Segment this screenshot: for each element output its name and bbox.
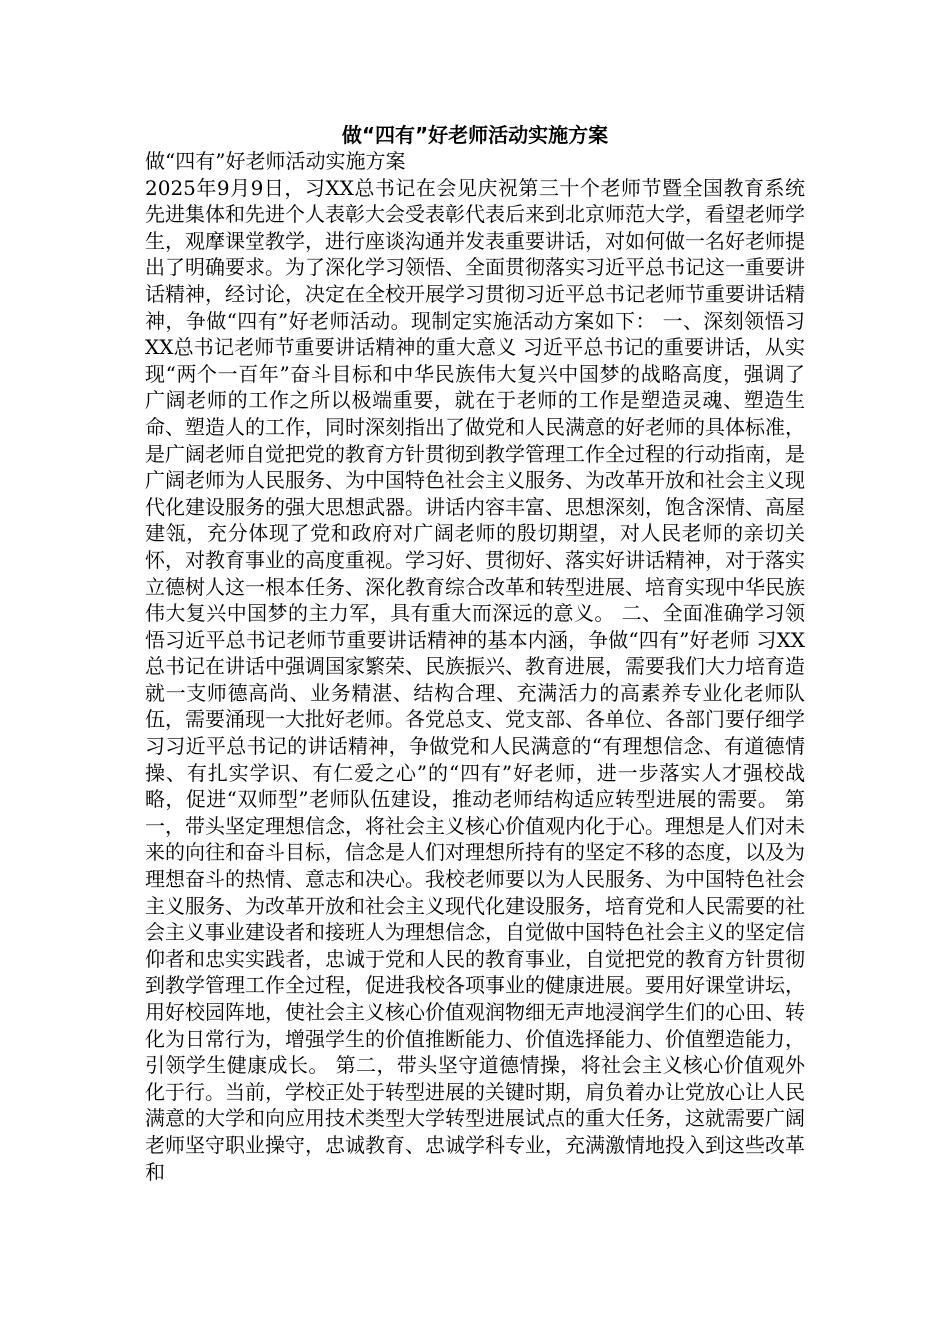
document-body: [145, 148, 805, 1185]
document-subtitle-paragraph: 做“四有”好老师活动实施方案: [145, 149, 406, 173]
document-title: 做“四有”好老师活动实施方案: [341, 123, 609, 147]
document-main-paragraph: 2025年9月9日，习XX总书记在会见庆祝第三十个老师节暨全国教育系统先进集体和先进个人表彰大会受表彰代表后来到北京师范大学，看望老师学生，观摩课堂教学，进行座谈沟通并发表重要讲话，对如何做一名好老师提出了明确要求。为了深化学习领悟、全面贯彻落实习近平总书记这一重要讲话精神，经讨论，决定在全校开展学习贯彻习近平总书记老师节重要讲话精神，争做“四有”好老师活动。现制定实施活动方案如下： 一、深刻领悟习XX总书记老师节重要讲话精神的重大意义 习近平总书记的重要讲话，从实现“两个一百年”奋斗目标和中华民族伟大复兴中国梦的战略高度，强调了广阔老师的工作之所以极端重要，就在于老师的工作是塑造灵魂、塑造生命、塑造人的工作，同时深刻指出了做党和人民满意的好老师的具体标准，是广阔老师自觉把党的教育方针贯彻到教学管理工作全过程的行动指南，是广阔老师为人民服务、为中国特色社会主义服务、为改革开放和社会主义现代化建设服务的强大思想武器。讲话内容丰富、思想深刻，饱含深情、高屋建瓴，充分体现了党和政府对广阔老师的殷切期望，对人民老师的亲切关怀，对教育事业的高度重视。学习好、贯彻好、落实好讲话精神，对于落实立德树人这一根本任务、深化教育综合改革和转型进展、培育实现中华民族伟大复兴中国梦的主力军，具有重大而深远的意义。 二、全面准确学习领悟习近平总书记老师节重要讲话精神的基本内涵，争做“四有”好老师 习XX总书记在讲话中强调国家繁荣、民族振兴、教育进展，需要我们大力培育造就一支师德高尚、业务精湛、结构合理、充满活力的高素养专业化老师队伍，需要涌现一大批好老师。各党总支、党支部、各单位、各部门要仔细学习习近平总书记的讲话精神，争做党和人民满意的“有理想信念、有道德情操、有扎实学识、有仁爱之心”的“四有”好老师，进一步落实人才强校战略，促进“双师型”老师队伍建设，推动老师结构适应转型进展的需要。 第一，带头坚定理想信念，将社会主义核心价值观内化于心。理想是人们对未来的向往和奋斗目标，信念是人们对理想所持有的坚定不移的态度，以及为理想奋斗的热情、意志和决心。我校老师要以为人民服务、为中国特色社会主义服务、为改革开放和社会主义现代化建设服务，培育党和人民需要的社会主义事业建设者和接班人为理想信念，自觉做中国特色社会主义的坚定信仰者和忠实实践者，忠诚于党和人民的教育事业，自觉把党的教育方针贯彻到教学管理工作全过程，促进我校各项事业的健康进展。要用好课堂讲坛，用好校园阵地，使社会主义核心价值观润物细无声地浸润学生们的心田、转化为日常行为，增强学生的价值推断能力、价值选择能力、价值塑造能力，引领学生健康成长。 第二，带头坚守道德情操，将社会主义核心价值观外化于行。当前，学校正处于转型进展的关键时期，肩负着办让党放心让人民满意的大学和向应用技术类型大学转型进展试点的重大任务，这就需要广阔老师坚守职业操守，忠诚教育、忠诚学科专业，充满激情地投入到这些改革和: [145, 175, 805, 1184]
